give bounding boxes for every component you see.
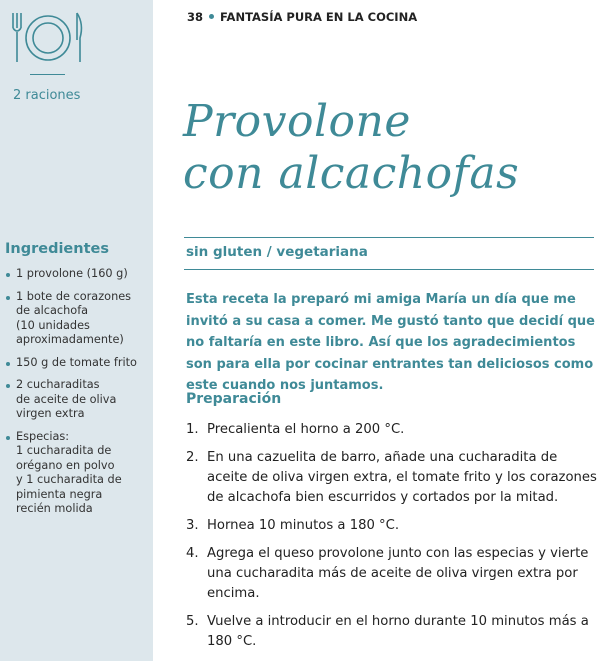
book-title: FANTASÍA PURA EN LA COCINA — [220, 10, 418, 24]
ingredient-item — [5, 267, 150, 282]
step-item — [186, 612, 598, 652]
header-dot — [209, 14, 214, 19]
ingredient-item — [5, 378, 150, 422]
ingredient-text: 1 bote de corazones de alcachofa (10 unidades aproximadamente) — [16, 289, 132, 346]
recipe-title-line2: con alcachofas — [183, 148, 520, 199]
step-text: Vuelve a introducir en el horno durante 10 minutos más a 180 °C. — [207, 614, 589, 649]
ingredients-list — [5, 267, 150, 525]
step-number: 5. — [186, 614, 199, 629]
step-item — [186, 516, 598, 536]
servings-divider — [30, 74, 65, 75]
step-number: 3. — [186, 518, 199, 533]
tags-bottom-rule — [184, 269, 594, 270]
step-text: Agrega el queso provolone junto con las especias y vierte una cucharadita más de aceite de oliva virgen extra por encima. — [207, 546, 589, 601]
plate-with-fork-and-knife-icon — [8, 10, 86, 64]
page-number: 38 — [187, 10, 204, 24]
running-header — [187, 10, 417, 24]
recipe-intro: Esta receta la preparó mi amiga María un día que me invitó a su casa a comer. Me gustó tanto que decidí que no faltaría en este libro. Así que los agradecimientos son para ella por cocinar entrantes tan deliciosos como este cuando nos juntamos. — [186, 292, 595, 393]
step-number: 1. — [186, 422, 199, 437]
ingredient-item — [5, 356, 150, 371]
recipe-title — [183, 96, 593, 200]
recipe-title-line1: Provolone — [183, 96, 411, 147]
step-item — [186, 544, 598, 604]
ingredient-text: 150 g de tomate frito — [16, 355, 137, 369]
ingredient-item — [5, 430, 150, 517]
step-text: Hornea 10 minutos a 180 °C. — [207, 518, 400, 533]
step-text: En una cazuelita de barro, añade una cucharadita de aceite de oliva virgen extra, el tomate frito y los corazones de alcachofa bien escurridos y cortados por la mitad. — [207, 450, 597, 505]
step-item — [186, 420, 598, 440]
preparation-steps — [186, 420, 598, 660]
ingredient-text: 1 provolone (160 g) — [16, 267, 128, 280]
step-text: Precalienta el horno a 200 °C. — [207, 422, 405, 437]
tags-top-rule — [184, 237, 594, 238]
servings-text: 2 raciones — [13, 88, 81, 103]
ingredient-text: 2 cucharaditas de aceite de oliva virgen extra — [16, 378, 117, 420]
step-number: 4. — [186, 546, 199, 561]
ingredients-sidebar — [0, 0, 153, 661]
ingredient-item — [5, 290, 150, 348]
ingredient-text: Especias: 1 cucharadita de orégano en polvo y 1 cucharadita de pimienta negra recién molida — [16, 429, 122, 515]
step-item — [186, 448, 598, 508]
step-number: 2. — [186, 450, 199, 465]
recipe-tags: sin gluten / vegetariana — [186, 244, 368, 260]
ingredients-heading: Ingredientes — [5, 241, 109, 257]
preparation-heading: Preparación — [186, 391, 282, 407]
